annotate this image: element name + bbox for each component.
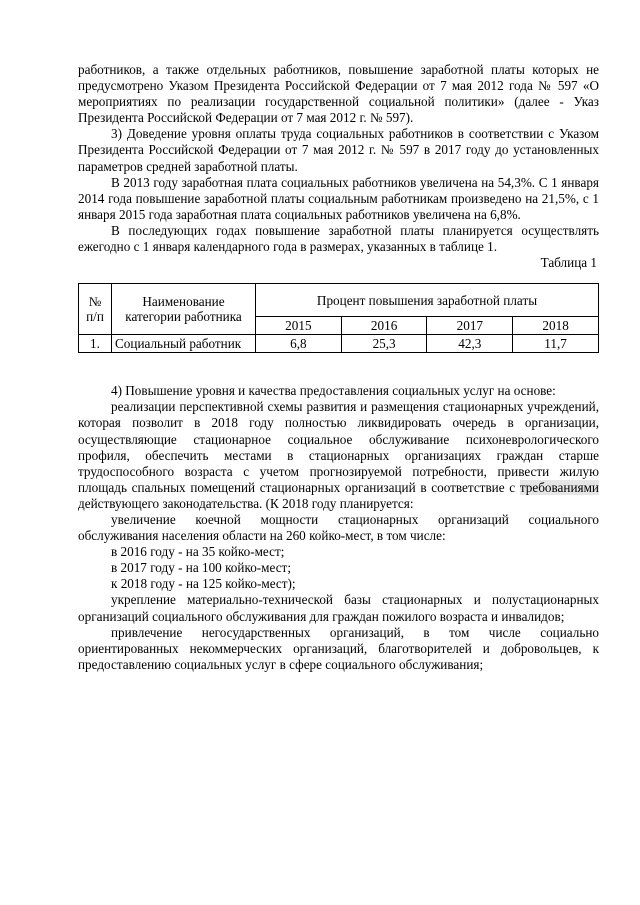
year-cell: 2018 bbox=[513, 317, 599, 335]
paragraph-ngo-involvement: привлечение негосударственных организаций, в том числе социально ориентированных некоммерческих организаций, благотворителей и добровольцев, к предоставлению социальных услуг в сфере социального обслуживания; bbox=[78, 624, 599, 672]
header-percent: Процент повышения заработной платы bbox=[256, 284, 599, 317]
table-caption: Таблица 1 bbox=[540, 255, 597, 271]
row-category: Социальный работник bbox=[112, 335, 256, 353]
table-header-row bbox=[79, 284, 599, 317]
paragraph-salary-increase: В 2013 году заработная плата социальных работников увеличена на 54,3%. С 1 января 2014 года повышение заработной платы социальным работникам произведено на 21,5%, с 1 января 2015 года заработная плата социальных работников увеличена на 6,8%. bbox=[78, 174, 599, 222]
paragraph-future-increase: В последующих годах повышение заработной платы планируется осуществлять ежегодно с 1 января календарного года в размерах, указанных в таблице 1. bbox=[78, 222, 599, 255]
paragraph-bed-capacity: увеличение коечной мощности стационарных организаций социального обслуживания населения области на 260 койко-мест, в том числе: bbox=[78, 511, 599, 544]
header-category: Наименование категории работника bbox=[112, 284, 256, 335]
value-cell: 42,3 bbox=[427, 335, 513, 353]
document-page bbox=[78, 62, 599, 673]
value-cell: 11,7 bbox=[513, 335, 599, 353]
paragraph-scheme bbox=[78, 399, 599, 512]
year-cell: 2016 bbox=[341, 317, 427, 335]
year-cell: 2015 bbox=[256, 317, 342, 335]
value-cell: 6,8 bbox=[256, 335, 342, 353]
list-item: к 2018 году - на 125 койко-мест); bbox=[111, 576, 296, 592]
table-row bbox=[79, 335, 599, 353]
header-number: № п/п bbox=[79, 284, 112, 335]
paragraph-item-3: 3) Доведение уровня оплаты труда социальных работников в соответствии с Указом Президента Российской Федерации от 7 мая 2012 г. № 597 в 2017 году до установленных параметров средней заработной платы. bbox=[78, 126, 599, 174]
list-item: в 2016 году - на 35 койко-мест; bbox=[111, 544, 285, 560]
paragraph-decree-intro: работников, а также отдельных работников, повышение заработной платы которых не предусмотрено Указом Президента Российской Федерации от 7 мая 2012 года № 597 «О мероприятиях по реализации государственной социальной политики» (далее - Указ Президента Российской Федерации от 7 мая 2012 г. № 597). bbox=[78, 62, 599, 126]
year-cell: 2017 bbox=[427, 317, 513, 335]
scheme-text-a: реализации перспективной схемы развития и размещения стационарных учреждений, которая позволит в 2018 году полностью ликвидировать очередь в организации, осуществляющие стационарное социальное обслуживание психоневрологического профиля, обеспечить местами в стационарных организациях граждан старше трудоспособного возраста с учетом прогнозируемой потребности, привести жилую площадь спальных помещений стационарных организаций в соответствие с bbox=[78, 399, 599, 495]
paragraph-material-base: укрепление материально-технической базы стационарных и полустационарных организаций социального обслуживания для граждан пожилого возраста и инвалидов; bbox=[78, 592, 599, 624]
scheme-text-b: действующего законодательства. (К 2018 году планируется: bbox=[78, 495, 414, 511]
paragraph-item-4: 4) Повышение уровня и качества предоставления социальных услуг на основе: bbox=[111, 383, 556, 399]
highlighted-word: требованиями bbox=[519, 479, 599, 495]
row-number: 1. bbox=[79, 335, 112, 353]
list-item: в 2017 году - на 100 койко-мест; bbox=[111, 560, 291, 576]
value-cell: 25,3 bbox=[341, 335, 427, 353]
salary-table bbox=[78, 283, 599, 353]
